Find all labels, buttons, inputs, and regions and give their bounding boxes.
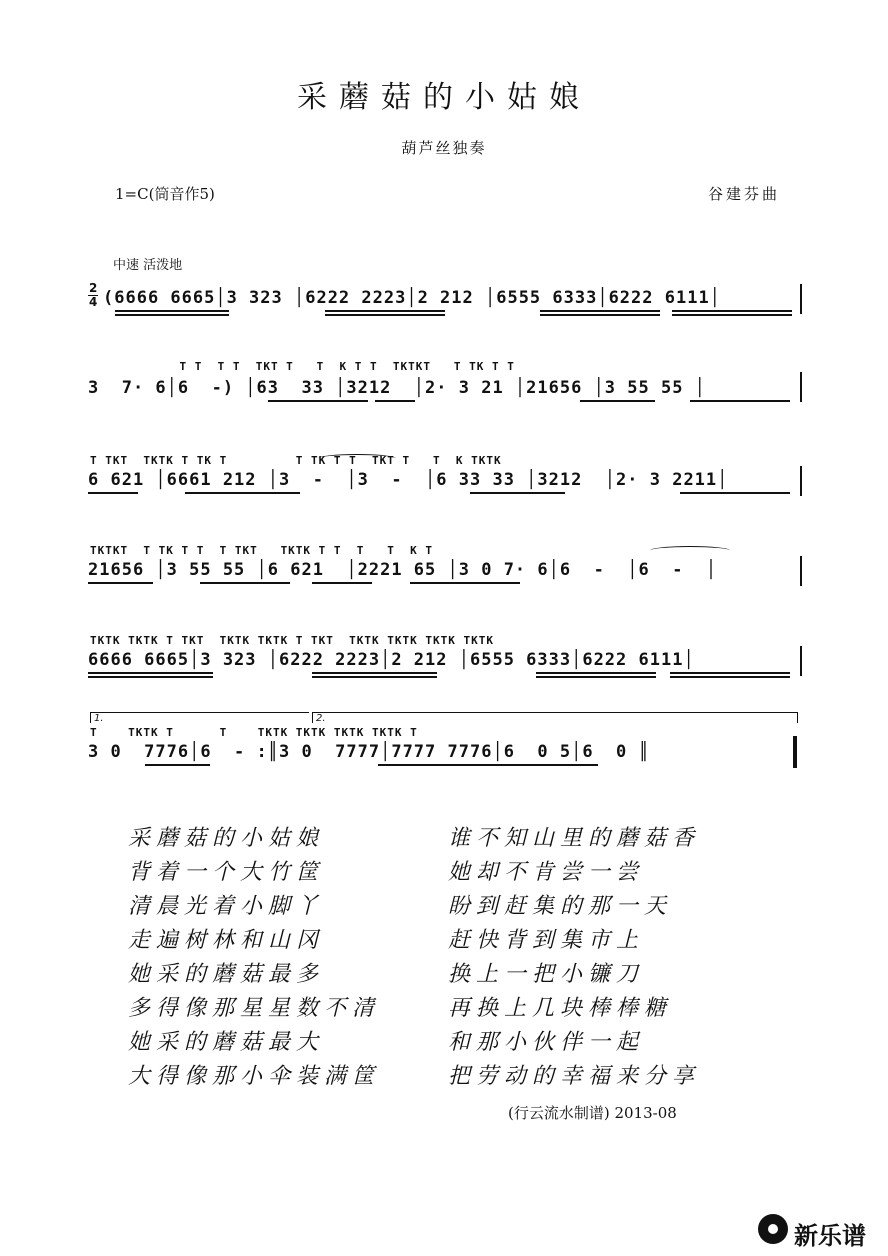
tonguing-marks: T TKT TKTK T TK T T TK T T TKT T T K TKTK [90,454,502,467]
barline [800,284,802,314]
final-barline [793,736,797,768]
underline [680,492,790,494]
underline [88,492,138,494]
volta-1 [90,712,309,723]
logo-text: 新乐谱 [794,1222,866,1250]
barline [800,556,802,586]
composer: 谷建芬曲 [708,185,781,203]
underline [410,582,520,584]
tonguing-marks: TKTKT T TK T T T TKT TKTK T T T T K T [90,544,434,557]
underline [145,764,210,766]
score-line-1 [0,280,888,360]
underline [312,672,437,674]
key-signature: 1=C(筒音作5) [115,185,215,203]
barline [800,646,802,676]
lyric-line: 她采的蘑菇最大 [128,1030,325,1055]
lyric-line: 采蘑菇的小姑娘 [128,826,325,851]
time-signature-bottom: 4 [89,295,98,309]
underline [200,582,290,584]
lyric-line: 谁不知山里的蘑菇香 [448,826,701,851]
tie [318,454,396,463]
score-line-3 [0,448,888,528]
underline [88,676,213,678]
underline [540,314,660,316]
underline [115,314,229,316]
lyric-line: 清晨光着小脚丫 [128,894,325,919]
barline [800,372,802,402]
notes: 6 621 │6661 212 │3 - │3 - │6 33 33 │3212 │2· 3 2211│ [88,470,729,490]
lyric-line: 换上一把小镰刀 [448,962,645,987]
score-line-6 [0,708,888,788]
transcription-credit: (行云流水制谱) 2013-08 [508,1104,677,1122]
notes: 3 7· 6│6 -) │63 33 │3212 │2· 3 21 │21656 │3 55 55 │ [88,378,706,398]
score-line-5 [0,628,888,708]
underline [88,582,153,584]
tonguing-marks: TKTK TKTK T TKT TKTK TKTK T TKT TKTK TKTK TKTK TKTK [90,634,494,647]
underline [690,400,790,402]
lyric-line: 把劳动的幸福来分享 [448,1064,701,1089]
lyric-line: 大得像那小伞装满筐 [128,1064,381,1089]
time-signature-top: 2 [89,281,98,295]
underline [670,672,790,674]
score-line-4 [0,538,888,618]
notes: 6666 6665│3 323 │6222 2223│2 212 │6555 6333│6222 6111│ [88,650,695,670]
underline [185,492,300,494]
underline [536,672,656,674]
lyric-line: 赶快背到集市上 [448,928,645,953]
tonguing-marks: T TKTK T T TKTK TKTK TKTK TKTK T [90,726,418,739]
underline [325,310,445,312]
underline [312,676,437,678]
lyric-line: 再换上几块棒棒糖 [448,996,673,1021]
lyrics-left-column [128,822,380,1094]
underline [536,676,656,678]
volta-1-label: 1. [94,713,104,724]
underline [672,314,792,316]
tonguing-marks: T T T T TKT T T K T T TKTKT T TK T T [88,360,515,373]
barline [800,466,802,496]
tempo-marking: 中速 活泼地 [113,258,183,273]
lyric-line: 走遍树林和山冈 [128,928,325,953]
volta-2 [312,712,798,723]
underline [88,672,213,674]
lyric-line: 多得像那星星数不清 [128,996,381,1021]
lyric-line: 盼到赶集的那一天 [448,894,673,919]
lyric-line: 背着一个大竹筐 [128,860,325,885]
lyric-line: 和那小伙伴一起 [448,1030,645,1055]
tie [650,546,730,555]
notes: (6666 6665│3 323 │6222 2223│2 212 │6555 6333│6222 6111│ [103,288,721,308]
lyric-line: 她采的蘑菇最多 [128,962,325,987]
underline [378,764,598,766]
lyric-line: 她却不肯尝一尝 [448,860,645,885]
notes: 3 0 7776│6 - :║3 0 7777│7777 7776│6 0 5│6 0 ║ [88,742,650,762]
lyrics-right-column [448,822,700,1094]
score-line-2 [0,358,888,438]
underline [540,310,660,312]
page-title: 采蘑菇的小姑娘 [297,80,591,115]
underline [268,400,368,402]
underline [312,582,372,584]
underline [325,314,445,316]
underline [580,400,655,402]
underline [115,310,229,312]
site-logo[interactable] [754,1210,884,1252]
volta-2-label: 2. [316,713,326,724]
subtitle: 葫芦丝独奏 [401,139,487,157]
underline [470,492,565,494]
vinyl-record-icon [758,1214,788,1244]
underline [670,676,790,678]
notes: 21656 │3 55 55 │6 621 │2221 65 │3 0 7· 6│6 - │6 - │ [88,560,718,580]
underline [672,310,792,312]
underline [375,400,415,402]
